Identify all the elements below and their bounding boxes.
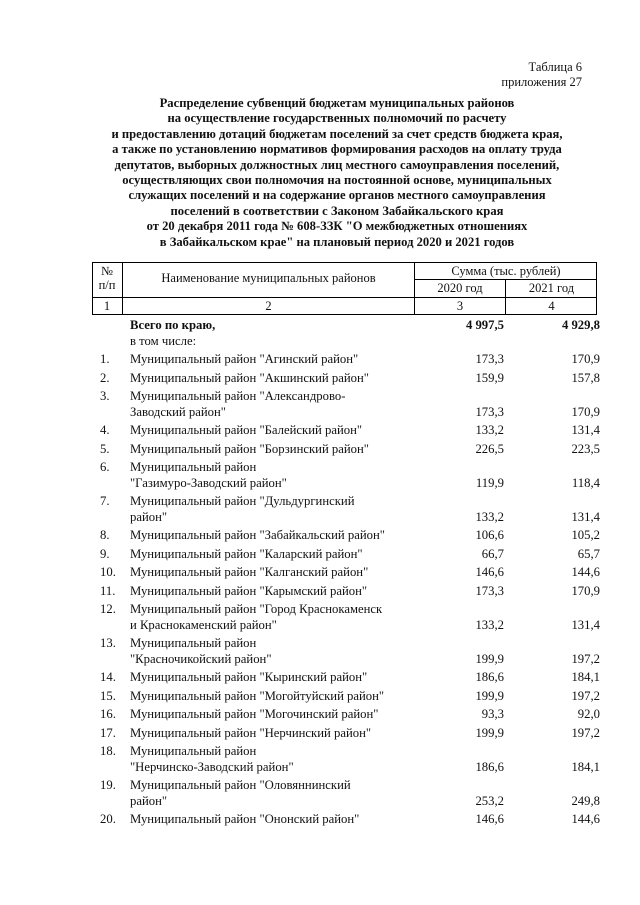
subtotal-note: в том числе: — [130, 333, 197, 348]
district-name-line: Муниципальный район "Забайкальский район" — [130, 528, 385, 542]
district-name-line: Муниципальный район "Калганский район" — [130, 565, 369, 579]
table-row — [92, 670, 612, 686]
title-line: депутатов, выборных должностных лиц местного самоуправления поселений, — [114, 157, 560, 172]
value-2020: 133,2 — [475, 509, 504, 524]
district-name-line: Муниципальный район "Ононский район" — [130, 812, 360, 826]
table-row — [92, 812, 612, 828]
value-2021: 131,4 — [571, 509, 600, 524]
value-2020: 199,9 — [475, 651, 504, 666]
title-line: осуществляющих свои полномочия на постоянной основе, муниципальных — [122, 173, 552, 188]
table-row — [92, 442, 612, 458]
col-index-1: 1 — [103, 299, 111, 313]
row-number: 19. — [100, 778, 116, 792]
value-2021: 65,7 — [577, 546, 600, 561]
table-row — [92, 636, 612, 667]
table-body — [92, 316, 612, 828]
district-name — [130, 547, 430, 563]
district-name — [130, 528, 430, 544]
table-caption — [501, 60, 582, 90]
district-name-line: "Газимуро-Заводский район" — [130, 475, 287, 490]
row-number: 5. — [100, 441, 110, 456]
district-name — [130, 442, 430, 458]
district-name-line: "Нерчинско-Заводский район" — [130, 759, 294, 774]
district-name — [130, 778, 430, 809]
district-name-line: Заводский район" — [130, 404, 226, 419]
district-name — [130, 707, 430, 723]
district-name — [130, 371, 430, 387]
title-line: поселений в соответствии с Законом Забайкальского края — [170, 203, 504, 218]
district-name-line: район" — [130, 793, 168, 808]
value-2020: 146,6 — [475, 565, 504, 579]
table-row — [92, 371, 612, 387]
table-number: Таблица 6 — [528, 60, 582, 74]
row-number: 11. — [100, 583, 116, 598]
value-2020: 133,2 — [475, 423, 504, 437]
row-number: 18. — [100, 744, 116, 758]
table-row — [92, 584, 612, 600]
value-2020: 173,3 — [475, 404, 504, 419]
table-row — [92, 389, 612, 420]
title-line: а также по установлению нормативов формирования расходов на оплату труда — [112, 142, 562, 157]
district-name — [130, 423, 430, 439]
value-2021: 197,2 — [571, 651, 600, 666]
district-name-line: Муниципальный район "Балейский район" — [130, 423, 363, 437]
value-2020: 173,3 — [475, 583, 504, 598]
table-row — [92, 778, 612, 809]
col-index-4: 4 — [548, 299, 555, 313]
value-2021: 197,2 — [571, 688, 600, 703]
district-name — [130, 670, 430, 686]
table-row — [92, 423, 612, 439]
row-number: 10. — [100, 565, 116, 579]
col-name-header: Наименование муниципальных районов — [161, 271, 376, 285]
district-name — [130, 565, 430, 581]
title-line: служащих поселений и на содержание органов местного самоуправления — [128, 188, 546, 203]
title-line: и предоставлению дотаций бюджетам поселений за счет средств бюджета края, — [111, 126, 563, 141]
col-index-2: 2 — [265, 299, 272, 313]
value-2021: 118,4 — [571, 475, 600, 490]
value-2020: 186,6 — [475, 670, 504, 684]
row-number: 16. — [100, 707, 116, 721]
district-name-line: район" — [130, 509, 168, 524]
district-name-line: Муниципальный район "Александрово- — [130, 389, 346, 403]
value-2020: 186,6 — [475, 759, 504, 774]
title-line: на осуществление государственных полномочий по расчету — [167, 111, 507, 126]
district-name — [130, 584, 430, 600]
row-number: 4. — [100, 423, 110, 437]
value-2021: 170,9 — [571, 352, 600, 366]
table-header — [92, 262, 597, 314]
value-2020: 253,2 — [475, 793, 504, 808]
col-year-2021: 2021 год — [528, 281, 575, 295]
value-2020: 93,3 — [481, 707, 504, 721]
value-2021: 144,6 — [571, 565, 600, 579]
district-name-line: "Красночикойский район" — [130, 651, 272, 666]
district-name-line: и Краснокаменский район" — [130, 617, 277, 632]
title-line: в Забайкальском крае" на плановый период 2020 и 2021 годов — [159, 234, 515, 249]
value-2021: 170,9 — [571, 404, 600, 419]
title-line: Распределение субвенций бюджетам муниципальных районов — [159, 96, 515, 110]
value-2020: 146,6 — [475, 812, 504, 826]
num-header-line1: № — [101, 264, 113, 278]
district-name — [130, 494, 430, 525]
table-row — [92, 602, 612, 633]
value-2021: 131,4 — [571, 617, 600, 632]
row-number: 9. — [100, 546, 110, 561]
district-name-line: Муниципальный район "Агинский район" — [130, 352, 359, 366]
row-number: 14. — [100, 670, 116, 684]
row-number: 12. — [100, 602, 116, 616]
district-name — [130, 389, 430, 420]
value-2020: 199,9 — [475, 725, 504, 740]
value-2021: 197,2 — [571, 725, 600, 740]
district-name-line: Муниципальный район "Нерчинский район" — [130, 725, 372, 740]
district-name — [130, 744, 430, 775]
value-2021: 184,1 — [571, 759, 600, 774]
total-row — [92, 318, 612, 334]
table-row — [92, 494, 612, 525]
table-row — [92, 707, 612, 723]
col-sum-header: Сумма (тыс. рублей) — [451, 264, 561, 278]
table-row — [92, 726, 612, 742]
district-name-line: Муниципальный район — [130, 744, 257, 758]
district-name — [130, 352, 430, 368]
value-2021: 105,2 — [571, 528, 600, 542]
title-line: от 20 декабря 2011 года № 608-ЗЗК "О межбюджетных отношениях — [146, 219, 528, 234]
subtotal-note-row — [92, 334, 612, 350]
district-name-line: Муниципальный район "Кыринский район" — [130, 670, 368, 684]
value-2020: 199,9 — [475, 688, 504, 703]
total-label: Всего по краю, — [130, 318, 216, 332]
value-2020: 226,5 — [475, 441, 504, 456]
value-2020: 173,3 — [475, 352, 504, 366]
row-number: 15. — [100, 688, 116, 703]
district-name-line: Муниципальный район — [130, 460, 257, 474]
district-name-line: Муниципальный район "Город Краснокаменск — [130, 602, 383, 616]
col-num-header — [92, 264, 122, 292]
row-number: 8. — [100, 528, 110, 542]
document-title — [80, 96, 594, 250]
appendix-label: приложения 27 — [501, 75, 582, 89]
district-name-line: Муниципальный район "Могочинский район" — [130, 707, 379, 721]
district-name-line: Муниципальный район "Могойтуйский район" — [130, 688, 385, 703]
district-name — [130, 812, 430, 828]
col-index-3: 3 — [456, 299, 464, 313]
row-number: 1. — [100, 352, 110, 366]
table-row — [92, 352, 612, 368]
value-2021: 144,6 — [571, 812, 600, 826]
district-name-line: Муниципальный район "Дульдургинский — [130, 494, 355, 508]
value-2021: 184,1 — [571, 670, 600, 684]
district-name-line: Муниципальный район — [130, 636, 257, 650]
district-name — [130, 460, 430, 491]
row-number: 6. — [100, 460, 110, 474]
table-row — [92, 565, 612, 581]
num-header-line2: п/п — [98, 278, 116, 292]
row-number: 13. — [100, 636, 116, 650]
district-name — [130, 689, 430, 705]
table-row — [92, 689, 612, 705]
value-2020: 106,6 — [475, 528, 504, 542]
table-row — [92, 744, 612, 775]
value-2021: 170,9 — [571, 583, 600, 598]
col-year-2020: 2020 год — [437, 281, 483, 295]
value-2021: 92,0 — [577, 707, 600, 721]
district-name — [130, 636, 430, 667]
table-row — [92, 528, 612, 544]
table-row — [92, 547, 612, 563]
value-2020: 133,2 — [475, 617, 504, 632]
value-2020: 159,9 — [475, 370, 504, 385]
district-name-line: Муниципальный район "Карымский район" — [130, 583, 368, 598]
row-number: 20. — [100, 812, 116, 826]
total-2021: 4 929,8 — [561, 318, 600, 332]
total-2020: 4 997,5 — [465, 318, 504, 332]
row-number: 17. — [100, 725, 116, 740]
value-2021: 223,5 — [571, 441, 600, 456]
district-name-line: Муниципальный район "Борзинский район" — [130, 441, 369, 456]
district-name — [130, 602, 430, 633]
table-row — [92, 460, 612, 491]
row-number: 2. — [100, 370, 110, 385]
district-name-line: Муниципальный район "Акшинский район" — [130, 370, 369, 385]
row-number: 7. — [100, 494, 110, 508]
value-2021: 131,4 — [571, 423, 600, 437]
value-2020: 66,7 — [481, 546, 504, 561]
district-name-line: Муниципальный район "Каларский район" — [130, 546, 363, 561]
value-2021: 157,8 — [571, 370, 600, 385]
value-2020: 119,9 — [475, 475, 504, 490]
district-name-line: Муниципальный район "Оловяннинский — [130, 778, 351, 792]
row-number: 3. — [100, 389, 110, 403]
value-2021: 249,8 — [571, 793, 600, 808]
district-name — [130, 726, 430, 742]
